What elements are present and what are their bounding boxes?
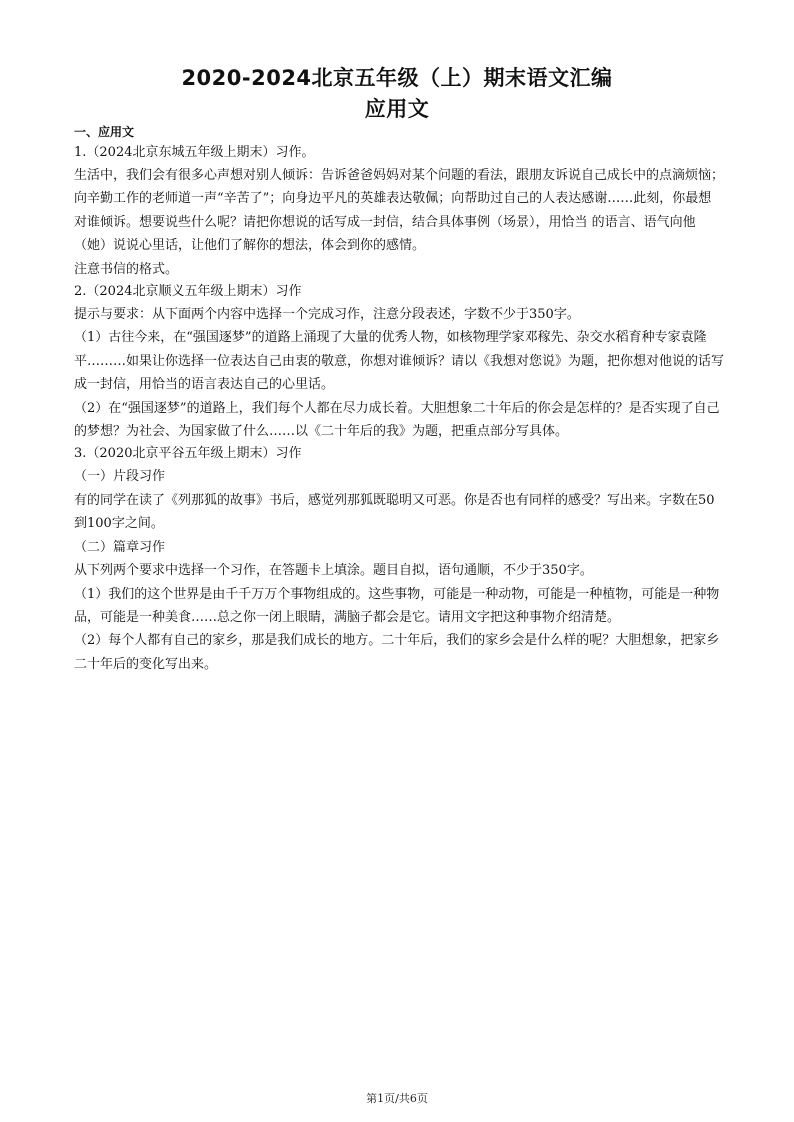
section-heading: 一、应用文: [74, 125, 135, 139]
question-1-paragraph-2: 注意书信的格式。: [74, 261, 179, 277]
question-3-paragraph-4: （2）每个人都有自己的家乡，那是我们成长的地方。二十年后，我们的家乡会是什么样的呢？大胆想象，把家乡二十年后的变化写出来。: [74, 633, 720, 672]
question-3-paragraph-1: 有的同学在读了《列那狐的故事》书后，感觉列那狐既聪明又可恶。你是否也有同样的感受？写出来。字数在50到100字之间。: [74, 492, 715, 532]
document-title: 2020-2024北京五年级（上）期末语文汇编: [181, 66, 613, 90]
question-2-paragraph-3: （2）在“强国逐梦”的道路上，我们每个人都在尽力成长着。大胆想象二十年后的你会是怎样的？是否实现了自己的梦想？为社会、为国家做了什么……以《二十年后的我》为题，把重点部分写具体。: [74, 400, 720, 440]
question-2-heading: 2.（2024北京顺义五年级上期末）习作: [74, 284, 302, 300]
question-2-paragraph-1: 提示与要求：从下面两个内容中选择一个完成习作，注意分段表述，字数不少于350字。: [74, 307, 580, 323]
question-1-heading: 1.（2024北京东城五年级上期末）习作。: [74, 145, 315, 160]
question-3: [74, 443, 724, 676]
page-number-footer: 第1页/共6页: [366, 1092, 428, 1105]
document-subtitle: 应用文: [364, 97, 430, 121]
question-3-paragraph-3: （1）我们的这个世界是由千千万万个事物组成的。这些事物，可能是一种动物，可能是一种植物，可能是一种物品，可能是一种美食……总之你一闭上眼睛，满脑子都会是它。请用文字把这种事物介绍清楚。: [74, 586, 720, 625]
question-1-paragraph-1: 生活中，我们会有很多心声想对别人倾诉：告诉爸爸妈妈对某个问题的看法，跟朋友诉说自己成长中的点滴烦恼；向辛勤工作的老师道一声“辛苦了”；向身边平凡的英雄表达敬佩；向帮助过自己的人表达感谢……此刻，你最想对谁倾诉。想要说些什么呢？请把你想说的话写成一封信，结合具体事例（场景），用恰当 的语言、语气向他（她）说说心里话，让他们了解你的想法，体会到你的感情。: [74, 168, 725, 254]
question-2-paragraph-2: （1）古往今来，在“强国逐梦”的道路上涌现了大量的优秀人物，如核物理学家邓稼先、杂交水稻育种专家袁隆平………如果让你选择一位表达自己由衷的敬意，你想对谁倾诉？请以《我想对您说》为题，把你想对他说的话写成一封信，用恰当的语言表达自己的心里话。: [74, 330, 725, 393]
question-3-subheading-1: （一）片段习作: [74, 469, 166, 485]
question-3-paragraph-2: 从下列两个要求中选择一个习作，在答题卡上填涂。题目自拟，语句通顺，不少于350字。: [74, 563, 593, 579]
question-2: [74, 281, 724, 443]
document-body: [74, 124, 724, 676]
question-3-subheading-2: （二）篇章习作: [74, 539, 166, 555]
question-1: [74, 142, 724, 281]
question-3-heading: 3.（2020北京平谷五年级上期末）习作: [74, 446, 302, 462]
